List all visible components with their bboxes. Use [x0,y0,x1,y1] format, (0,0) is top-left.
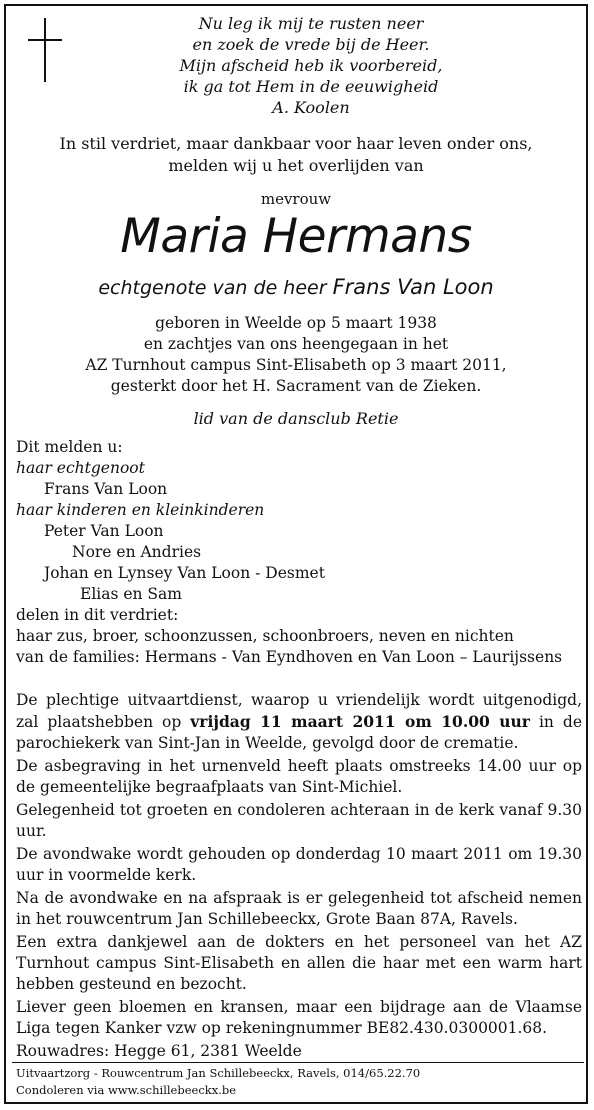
ceremony-text: De plechtige uitvaartdienst, waarop u vriendelijk wordt uitgenodigd, zal plaatshebben op [16,691,582,731]
cross-icon [28,18,64,82]
relatives-entry: haar zus, broer, schoonzussen, schoonbroers, neven en nichten [16,627,514,645]
thanks-paragraph: Een extra dankjewel aan de dokters en het personeel van het AZ Turnhout campus Sint-Elisabeth en allen die haar met een warm hart hebben gesteund en bezocht. [16,933,582,993]
footer-divider [12,1062,584,1063]
intro-text [6,133,586,177]
deceased-title: mevrouw [260,190,332,208]
families-entry: van de families: Hermans - Van Eyndhoven en Van Loon – Laurijssens [16,648,563,666]
poem-author: A. Koolen [272,98,350,117]
child-entry: Johan en Lynsey Van Loon - Desmet [44,564,325,582]
grandchildren-entry: Elias en Sam [80,585,182,603]
poem-line: ik ga tot Hem in de eeuwigheid [183,77,439,96]
poem-line: Nu leg ik mij te rusten neer [198,14,424,33]
family-heading: Dit melden u: [16,438,123,456]
dates-line: geboren in Weelde op 5 maart 1938 [155,314,437,332]
deceased-name: Maria Hermans [120,209,472,264]
spouse-label: haar echtgenoot [16,459,145,477]
condolence-website: Condoleren via www.schillebeeckx.be [16,1083,237,1097]
grandchildren-entry: Nore en Andries [72,543,202,561]
obituary-notice [4,4,588,1104]
life-dates [6,313,586,397]
child-entry: Peter Van Loon [44,522,164,540]
intro-line: melden wij u het overlijden van [168,156,424,175]
mourning-address: Rouwadres: Hegge 61, 2381 Weelde [16,1042,302,1060]
children-label: haar kinderen en kleinkinderen [16,501,265,519]
dates-line: en zachtjes van ons heengegaan in het [143,335,449,353]
footer [16,1065,420,1099]
dates-line: gesterkt door het H. Sacrament van de Zieken. [110,377,482,395]
donation-paragraph: Liever geen bloemen en kransen, maar een bijdrage aan de Vlaamse Liga tegen Kanker vzw op rekeningnummer BE82.430.0300001.68. [16,998,582,1037]
club-membership: lid van de dansclub Retie [193,409,399,428]
intro-line: In stil verdriet, maar dankbaar voor haar leven onder ons, [59,134,533,153]
burial-paragraph: De asbegraving in het urnenveld heeft plaats omstreeks 14.00 uur op de gemeentelijke begraafplaats van Sint-Michiel. [16,757,582,796]
poem-line: en zoek de vrede bij de Heer. [192,35,430,54]
spouse-line [6,274,586,301]
ceremony-paragraph [16,690,582,754]
condolences-paragraph: Gelegenheid tot groeten en condoleren achteraan in de kerk vanaf 9.30 uur. [16,801,582,840]
poem [106,13,516,118]
farewell-paragraph: Na de avondwake en na afspraak is er gelegenheid tot afscheid nemen in het rouwcentrum Jan Schillebeeckx, Grote Baan 87A, Ravels. [16,889,582,928]
wake-paragraph: De avondwake wordt gehouden op donderdag 10 maart 2011 om 19.30 uur in voormelde kerk. [16,845,582,884]
dates-line: AZ Turnhout campus Sint-Elisabeth op 3 maart 2011, [85,356,507,374]
spouse-name: Frans Van Loon [332,275,494,299]
funeral-home-line: Uitvaartzorg - Rouwcentrum Jan Schillebeeckx, Ravels, 014/65.22.70 [16,1066,421,1080]
poem-line: Mijn afscheid heb ik voorbereid, [179,56,443,75]
share-label: delen in dit verdriet: [16,606,179,624]
ceremony-datetime: vrijdag 11 maart 2011 om 10.00 uur [190,712,530,731]
ceremony-text: in de parochiekerk van Sint-Jan in Weelde, gevolgd door de crematie. [16,713,582,752]
family-list [16,437,582,668]
announcement-paragraphs [16,690,582,1064]
spouse-prefix: echtgenote van de heer [98,277,327,299]
spouse-entry: Frans Van Loon [44,480,168,498]
